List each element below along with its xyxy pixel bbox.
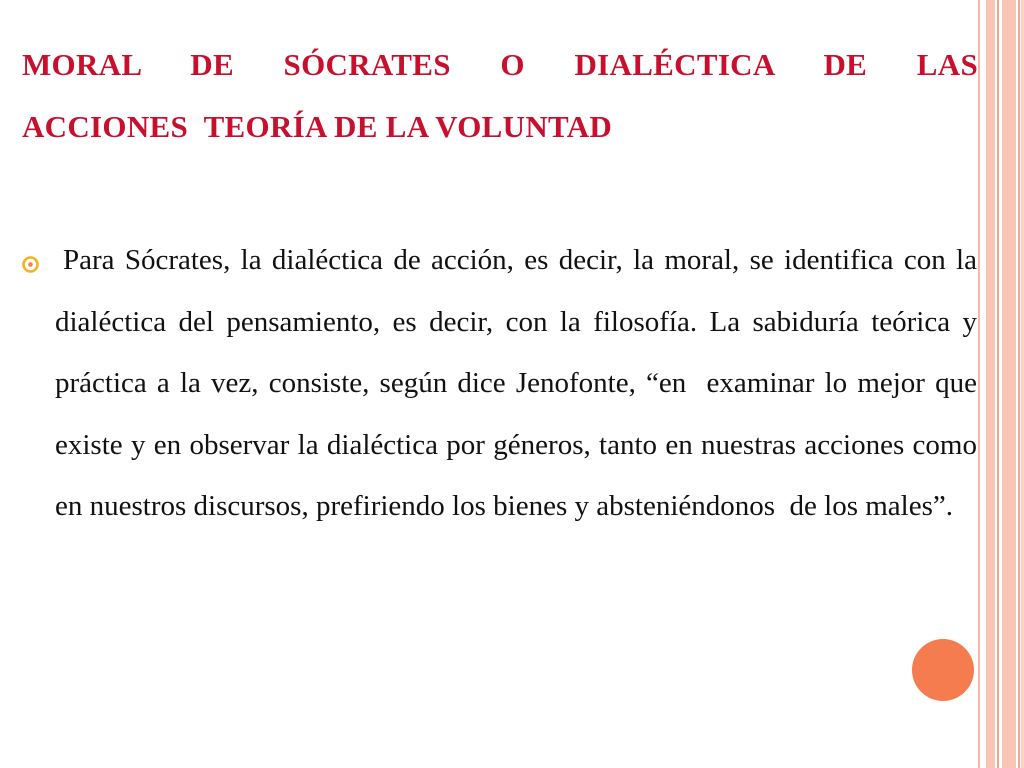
- right-stripe-band: [1002, 0, 1016, 768]
- bullet-inner-dot: [28, 262, 33, 267]
- body-paragraph: [55, 230, 985, 538]
- right-stripe-line: [1018, 0, 1020, 768]
- slide-title-line-2: ACCIONES TEORÍA DE LA VOLUNTAD: [22, 109, 613, 144]
- right-stripe-line: [997, 0, 999, 768]
- body-paragraph-text: Para Sócrates, la dialéctica de acción, es decir, la moral, se identifica con la dialéctica del pensamiento, es decir, con la filosofía. La sabiduría teórica y práctica a la vez, consiste, según dice Jenofonte, “en examinar lo mejor que existe y en observar la dialéctica por géneros, tanto en nuestras acciones como en nuestros discursos, prefiriendo los bienes y absteniéndonos de los males”.: [55, 244, 985, 522]
- slide-title-line-1: MORAL DE SÓCRATES O DIALÉCTICA DE LAS: [22, 47, 978, 82]
- orange-circle-icon: [912, 639, 974, 701]
- right-stripe-band: [986, 0, 995, 768]
- circle-bullet-icon: [22, 256, 39, 273]
- slide-title: [22, 34, 978, 158]
